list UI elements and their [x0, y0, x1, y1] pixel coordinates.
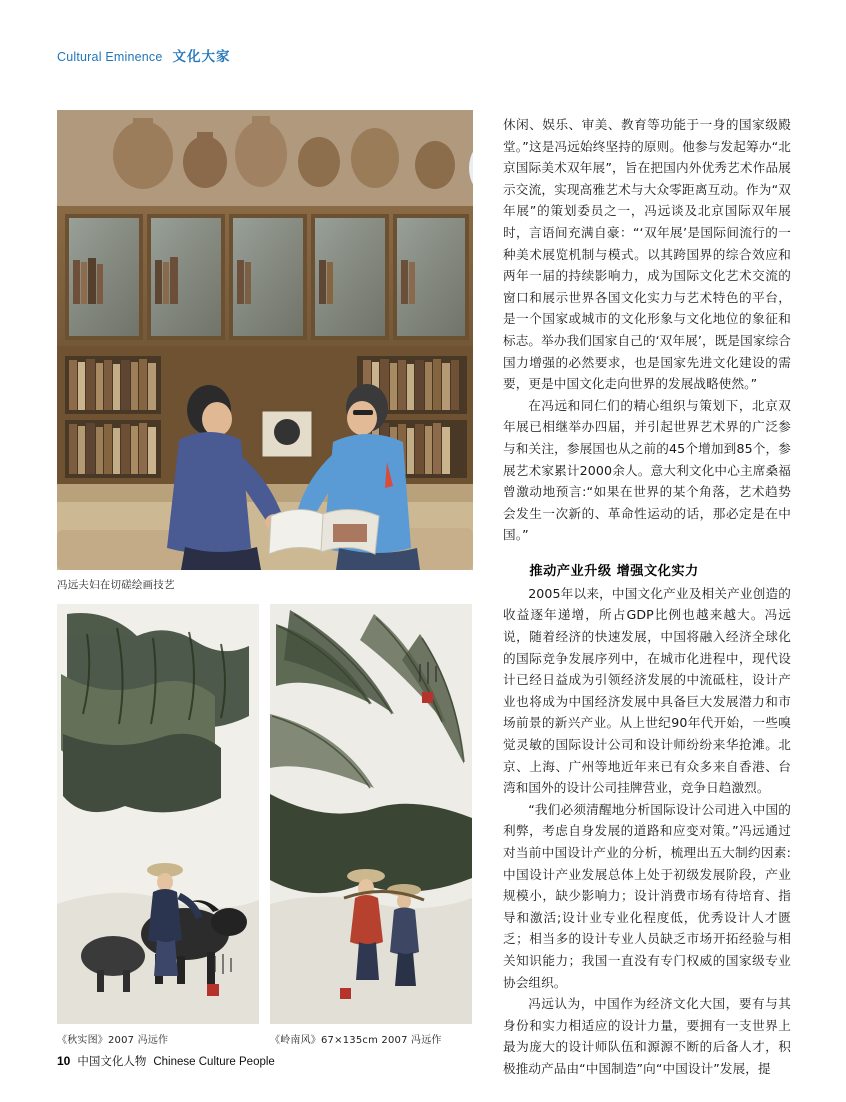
article-paragraph: 冯远认为，中国作为经济文化大国，要有与其身份和实力相适应的设计力量，要拥有一支世界上最为庞大的设计师队伍和源源不断的后备人才，积极推动产品由“中国制造”向“中国设计”发展，提: [503, 996, 791, 1076]
page-footer: [57, 1053, 275, 1069]
painting-left-caption: 《秋实图》2007 冯远作: [57, 1035, 169, 1046]
section-title-cn: 文化大家: [172, 49, 231, 65]
page-header: [57, 45, 231, 65]
paintings-row: [57, 604, 473, 1046]
section-title-en: Cultural Eminence: [57, 50, 163, 64]
article-text-column: [503, 114, 791, 1080]
painting-left: [57, 604, 259, 1024]
article-paragraph: 在冯远和同仁们的精心组织与策划下，北京双年展已相继举办四届，并引起世界艺术界的广泛参与和关注，参展国也从之前的45个增加到85个，参展艺术家累计2000余人。意大利文化中心主席桑福曾激动地预言:“如果在世界的某个角落，艺术趋势会发生一次新的、革命性运动的话，那必定是在中国。”: [503, 397, 791, 543]
page-number: 10: [57, 1054, 71, 1068]
painting-right-illustration: [270, 604, 472, 1024]
open-book: [269, 509, 379, 554]
publication-name-en: Chinese Culture People: [153, 1056, 275, 1068]
main-photo-illustration: [57, 110, 473, 570]
painting-left-illustration: [57, 604, 259, 1024]
left-column: [57, 110, 473, 592]
painting-right-box: [270, 604, 472, 1046]
article-subheading: 推动产业升级 增强文化实力: [529, 563, 699, 579]
article-paragraph: “我们必须清醒地分析国际设计公司进入中国的利弊，考虑自身发展的道路和应变对策。”冯远通过对当前中国设计产业的分析，梳理出五大制约因素:中国设计产业发展总体上处于初级发展阶段，产业规模小，缺少影响力；设计消费市场有待培育、指导和激活;设计业专业化程度低，优秀设计人才匮乏；相当多的设计专业人员缺乏市场开拓经验与相关知识能力；我国一直没有专门权威的国家级专业协会组织。: [503, 801, 791, 990]
main-photo: [57, 110, 473, 570]
article-paragraph: 休闲、娱乐、审美、教育等功能于一身的国家级殿堂。”这是冯远始终坚持的原则。他参与发起筹办“北京国际美术双年展”，旨在把国内外优秀艺术作品展示交流，实现高雅艺术与大众零距离互动。作为“双年展”的策划委员之一，冯远谈及北京国际双年展时，言语间充满自豪：“‘双年展’是国际间流行的一种美术展览机制与模式。以其跨国界的综合效应和两年一届的持续影响力，成为国际文化艺术交流的窗口和展示世界各国文化实力与艺术特色的平台，是一个国家或城市的文化形象与文化地位的象征和标志。举办我们国家自己的‘双年展’，既是国家综合国力增强的必然要求，也是国家先进文化建设的需要，更是中国文化走向世界的发展战略使然。”: [503, 117, 791, 392]
painting-right-caption: 《岭南风》67×135cm 2007 冯远作: [270, 1035, 442, 1046]
article-paragraph: 2005年以来，中国文化产业及相关产业创造的收益逐年递增，所占GDP比例也越来越大。冯远说，随着经济的快速发展，中国将融入经济全球化的国际竞争发展序列中，在城市化进程中，现代设计已经日益成为引领经济发展的中流砥柱，设计产业也将成为中国经济发展中具备巨大发展潜力和市场前景的新兴产业。从上世纪90年代开始，一些嗅觉灵敏的国际设计公司和设计师纷纷来华抢滩。北京、上海、广州等地近年来已有众多来自香港、台湾和国外的设计公司挂牌营业，竞争日趋激烈。: [503, 585, 791, 796]
publication-name-cn: 中国文化人物: [77, 1054, 147, 1068]
main-photo-caption: 冯远夫妇在切磋绘画技艺: [57, 579, 175, 591]
painting-right: [270, 604, 472, 1024]
painting-left-box: [57, 604, 259, 1046]
